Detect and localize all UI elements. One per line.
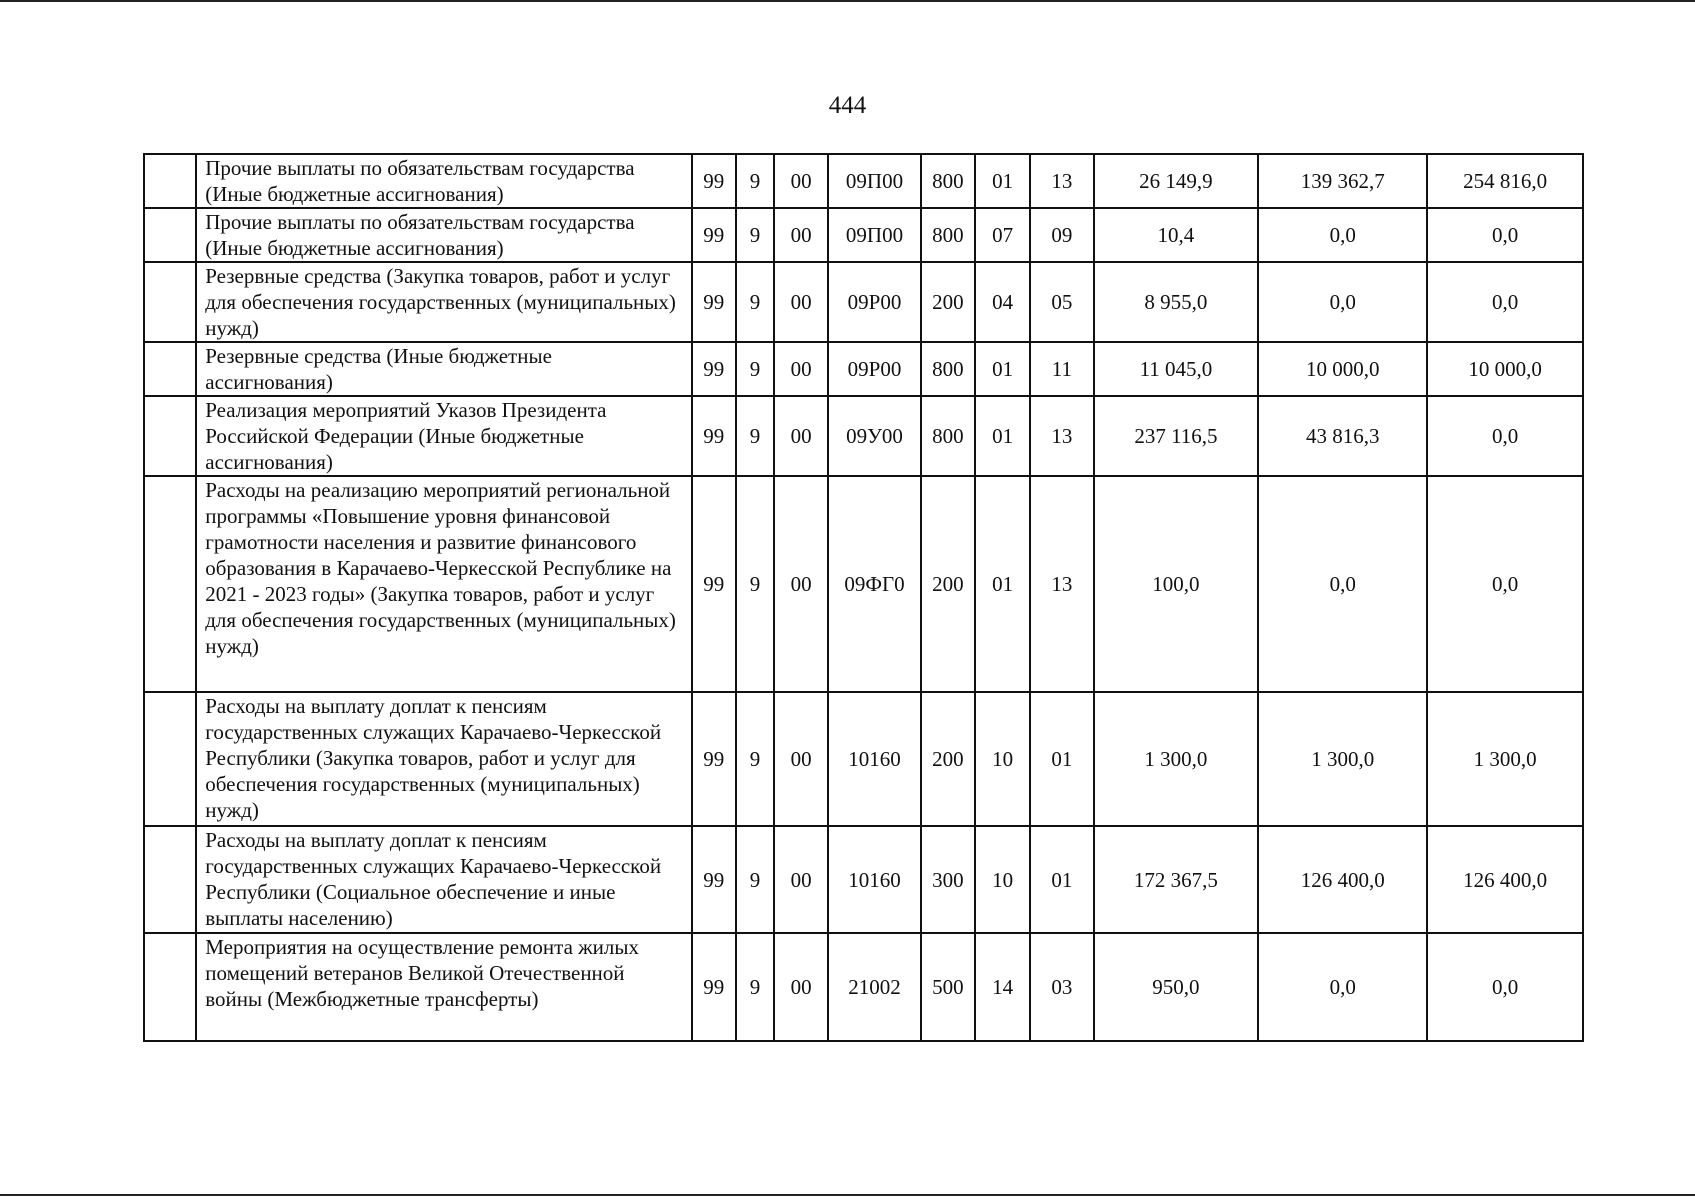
code-cell: 01 [1030,826,1093,933]
code-cell: 500 [921,933,975,1041]
amount-cell: 172 367,5 [1094,826,1259,933]
amount-cell: 10 000,0 [1258,342,1427,396]
code-cell: 800 [921,342,975,396]
code-cell: 01 [1030,692,1093,826]
code-cell: 800 [921,396,975,476]
row-description: Реализация мероприятий Указов Президента Российской Федерации (Иные бюджетные ассигнования) [196,396,691,476]
code-cell: 14 [975,933,1030,1041]
code-cell: 800 [921,208,975,262]
row-index-cell [144,476,196,692]
code-cell: 00 [774,342,828,396]
code-cell: 09П00 [828,154,920,208]
amount-cell: 0,0 [1258,208,1427,262]
code-cell: 00 [774,208,828,262]
table-row [144,342,1583,396]
code-cell: 99 [692,208,736,262]
row-description: Расходы на реализацию мероприятий региональной программы «Повышение уровня финансовой грамотности населения и развитие финансового образования в Карачаево-Черкесской Республике на 2021 - 2023 годы» (Закупка товаров, работ и услуг для обеспечения государственных (муниципальных) нужд) [196,476,691,692]
amount-cell: 10,4 [1094,208,1259,262]
code-cell: 07 [975,208,1030,262]
code-cell: 9 [736,208,774,262]
code-cell: 10160 [828,826,920,933]
code-cell: 13 [1030,154,1093,208]
code-cell: 99 [692,154,736,208]
table-row [144,476,1583,692]
code-cell: 9 [736,154,774,208]
code-cell: 10 [975,826,1030,933]
row-index-cell [144,692,196,826]
row-index-cell [144,208,196,262]
code-cell: 99 [692,396,736,476]
amount-cell: 0,0 [1427,476,1583,692]
code-cell: 800 [921,154,975,208]
table-row [144,208,1583,262]
row-index-cell [144,933,196,1041]
amount-cell: 1 300,0 [1094,692,1259,826]
row-index-cell [144,826,196,933]
code-cell: 01 [975,342,1030,396]
amount-cell: 0,0 [1258,933,1427,1041]
row-description: Расходы на выплату доплат к пенсиям государственных служащих Карачаево-Черкесской Республики (Социальное обеспечение и иные выплаты населению) [196,826,691,933]
row-description: Резервные средства (Иные бюджетные ассигнования) [196,342,691,396]
code-cell: 00 [774,826,828,933]
code-cell: 99 [692,933,736,1041]
code-cell: 13 [1030,396,1093,476]
code-cell: 04 [975,262,1030,342]
table-row [144,396,1583,476]
row-description: Резервные средства (Закупка товаров, работ и услуг для обеспечения государственных (муниципальных) нужд) [196,262,691,342]
code-cell: 99 [692,692,736,826]
amount-cell: 0,0 [1427,933,1583,1041]
code-cell: 00 [774,933,828,1041]
amount-cell: 0,0 [1427,208,1583,262]
row-description: Прочие выплаты по обязательствам государства (Иные бюджетные ассигнования) [196,208,691,262]
code-cell: 09 [1030,208,1093,262]
code-cell: 9 [736,826,774,933]
amount-cell: 11 045,0 [1094,342,1259,396]
code-cell: 00 [774,154,828,208]
code-cell: 200 [921,262,975,342]
row-description: Расходы на выплату доплат к пенсиям государственных служащих Карачаево-Черкесской Республики (Закупка товаров, работ и услуг для обеспечения государственных (муниципальных) нужд) [196,692,691,826]
code-cell: 9 [736,692,774,826]
amount-cell: 237 116,5 [1094,396,1259,476]
amount-cell: 1 300,0 [1427,692,1583,826]
code-cell: 09П00 [828,208,920,262]
code-cell: 00 [774,262,828,342]
row-index-cell [144,396,196,476]
amount-cell: 43 816,3 [1258,396,1427,476]
amount-cell: 1 300,0 [1258,692,1427,826]
top-rule [0,0,1695,2]
table-row [144,933,1583,1041]
code-cell: 300 [921,826,975,933]
page-number: 444 [828,92,867,119]
code-cell: 03 [1030,933,1093,1041]
code-cell: 99 [692,342,736,396]
code-cell: 01 [975,476,1030,692]
code-cell: 00 [774,476,828,692]
code-cell: 11 [1030,342,1093,396]
amount-cell: 126 400,0 [1427,826,1583,933]
table-row [144,692,1583,826]
code-cell: 9 [736,933,774,1041]
code-cell: 05 [1030,262,1093,342]
code-cell: 01 [975,154,1030,208]
code-cell: 9 [736,342,774,396]
code-cell: 10160 [828,692,920,826]
code-cell: 13 [1030,476,1093,692]
code-cell: 9 [736,396,774,476]
row-index-cell [144,342,196,396]
code-cell: 99 [692,826,736,933]
code-cell: 99 [692,476,736,692]
amount-cell: 139 362,7 [1258,154,1427,208]
amount-cell: 0,0 [1258,262,1427,342]
code-cell: 9 [736,476,774,692]
amount-cell: 100,0 [1094,476,1259,692]
code-cell: 10 [975,692,1030,826]
row-index-cell [144,262,196,342]
row-index-cell [144,154,196,208]
amount-cell: 950,0 [1094,933,1259,1041]
bottom-rule [0,1194,1695,1196]
amount-cell: 254 816,0 [1427,154,1583,208]
table-row [144,262,1583,342]
code-cell: 01 [975,396,1030,476]
code-cell: 09Р00 [828,342,920,396]
code-cell: 99 [692,262,736,342]
code-cell: 200 [921,476,975,692]
code-cell: 09Р00 [828,262,920,342]
code-cell: 9 [736,262,774,342]
code-cell: 200 [921,692,975,826]
row-description: Прочие выплаты по обязательствам государства (Иные бюджетные ассигнования) [196,154,691,208]
amount-cell: 10 000,0 [1427,342,1583,396]
amount-cell: 26 149,9 [1094,154,1259,208]
amount-cell: 126 400,0 [1258,826,1427,933]
amount-cell: 0,0 [1258,476,1427,692]
code-cell: 00 [774,692,828,826]
budget-table [143,153,1584,1042]
code-cell: 09У00 [828,396,920,476]
row-description: Мероприятия на осуществление ремонта жилых помещений ветеранов Великой Отечественной войны (Межбюджетные трансферты) [196,933,691,1041]
code-cell: 21002 [828,933,920,1041]
amount-cell: 8 955,0 [1094,262,1259,342]
code-cell: 09ФГ0 [828,476,920,692]
table-row [144,826,1583,933]
code-cell: 00 [774,396,828,476]
table-row [144,154,1583,208]
amount-cell: 0,0 [1427,396,1583,476]
amount-cell: 0,0 [1427,262,1583,342]
